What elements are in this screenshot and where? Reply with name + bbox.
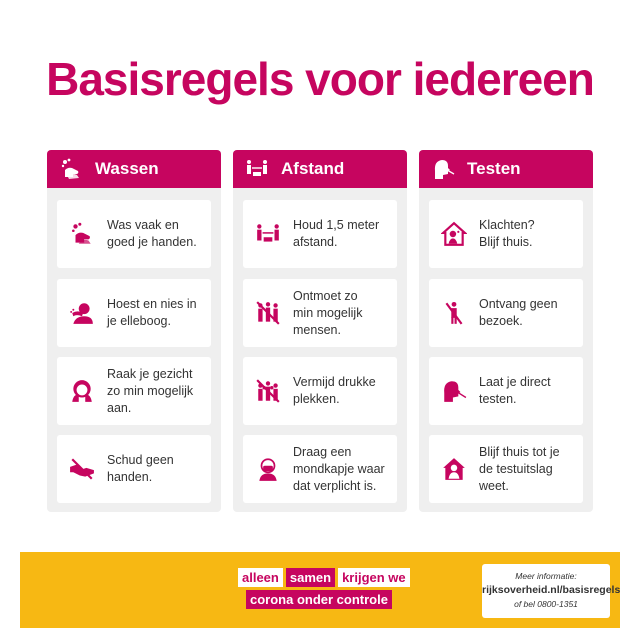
column-title: Afstand — [281, 159, 345, 178]
slogan — [238, 568, 468, 612]
test-swab-icon — [441, 378, 467, 404]
rule-text: Was vaak en goed je handen. — [107, 218, 197, 249]
page-title: Basisregels voor iedereen — [46, 53, 594, 105]
rule-text: Klachten? Blijf thuis. — [479, 218, 535, 249]
house-person-icon — [441, 456, 467, 482]
column-header-testen — [419, 150, 593, 188]
no-handshake-icon — [69, 456, 95, 482]
rule-text: Schud geen handen. — [107, 453, 174, 484]
rule-text: Laat je direct testen. — [479, 375, 551, 406]
slogan-word: alleen — [238, 568, 283, 587]
crowd-crossed-icon — [255, 378, 281, 404]
rule-card-wash-hands — [57, 200, 211, 268]
column-header-wassen — [47, 150, 221, 188]
no-visitors-icon — [441, 300, 467, 326]
house-sick-icon — [441, 221, 467, 247]
info-label: Meer informatie: — [515, 571, 577, 581]
cough-elbow-icon — [69, 300, 95, 326]
no-face-touch-icon — [69, 378, 95, 404]
rule-text: Houd 1,5 meter afstand. — [293, 218, 380, 249]
face-mask-icon — [255, 456, 281, 482]
rule-text: Draag een mondkapje waar dat verplicht is. — [293, 444, 385, 493]
column-title: Wassen — [95, 159, 159, 178]
info-url[interactable]: rijksoverheid.nl/basisregels — [482, 584, 621, 596]
rule-card-no-face-touch — [57, 357, 211, 425]
rule-card-keep-distance — [243, 200, 397, 268]
column-wassen — [47, 150, 221, 512]
group-crossed-icon — [255, 300, 281, 326]
rule-card-face-mask — [243, 435, 397, 503]
slogan-word: corona onder controle — [246, 590, 392, 609]
column-header-afstand — [233, 150, 407, 188]
test-swab-icon — [431, 157, 455, 181]
rule-card-wait-result — [429, 435, 583, 503]
slogan-word: samen — [286, 568, 335, 587]
info-box — [482, 564, 621, 618]
wash-hands-icon — [69, 221, 95, 247]
rule-text: Ontvang geen bezoek. — [479, 297, 558, 328]
rule-card-meet-few — [243, 279, 397, 347]
rule-text: Ontmoet zo min mogelijk mensen. — [293, 288, 363, 337]
rule-card-stay-home — [429, 200, 583, 268]
column-title: Testen — [467, 159, 521, 178]
rule-card-no-visitors — [429, 279, 583, 347]
rule-card-cough-elbow — [57, 279, 211, 347]
column-testen — [419, 150, 593, 512]
footer-banner — [20, 552, 620, 628]
rule-card-get-tested — [429, 357, 583, 425]
rule-text: Vermijd drukke plekken. — [293, 375, 376, 406]
info-phone: of bel 0800-1351 — [514, 599, 578, 609]
rule-text: Blijf thuis tot je de testuitslag weet. — [479, 444, 560, 493]
slogan-word: krijgen we — [338, 568, 410, 587]
wash-hands-icon — [59, 157, 83, 181]
rule-text: Hoest en nies in je elleboog. — [107, 297, 197, 328]
rule-text: Raak je gezicht zo min mogelijk aan. — [107, 366, 194, 415]
distance-icon — [245, 157, 269, 181]
rule-card-no-handshake — [57, 435, 211, 503]
column-afstand — [233, 150, 407, 512]
rule-card-avoid-crowds — [243, 357, 397, 425]
distance-icon — [255, 221, 281, 247]
